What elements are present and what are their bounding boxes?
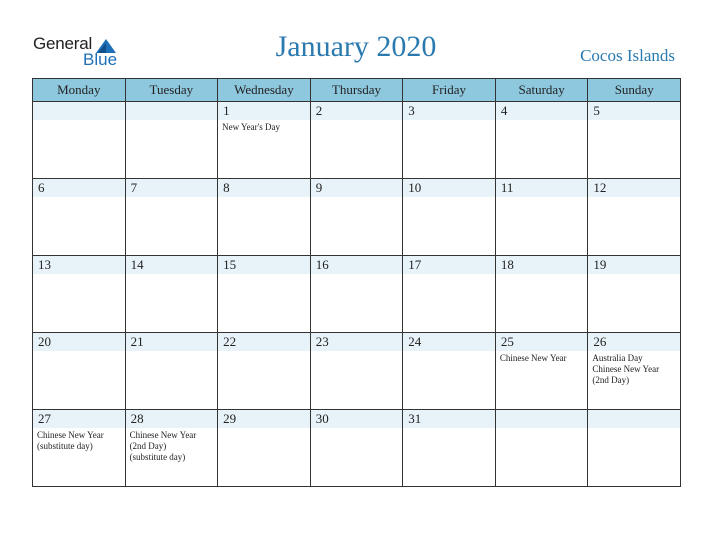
day-number: 12	[593, 180, 607, 195]
day-cell	[495, 256, 588, 333]
day-number: 24	[408, 334, 422, 349]
day-cell	[218, 410, 311, 487]
day-number: 13	[38, 257, 51, 272]
calendar-grid	[32, 78, 681, 487]
page-title: January 2020	[275, 30, 437, 63]
holiday-label: Australia Day Chinese New Year (2nd Day)	[592, 353, 660, 385]
day-number: 8	[223, 180, 230, 195]
day-cell	[125, 410, 218, 487]
day-cell	[495, 333, 588, 410]
day-number: 18	[500, 257, 514, 272]
day-cell	[495, 410, 588, 487]
weekday-header: Saturday	[495, 79, 588, 102]
day-cell	[310, 333, 403, 410]
holiday-label: Chinese New Year	[499, 353, 567, 363]
holiday-label: Chinese New Year (2nd Day) (substitute day)	[129, 430, 197, 462]
day-number: 16	[315, 257, 329, 272]
day-number-band	[33, 102, 125, 120]
day-cell	[588, 102, 681, 179]
day-number-band	[496, 102, 588, 120]
day-number: 23	[315, 334, 329, 349]
day-number: 2	[315, 103, 323, 118]
day-cell	[125, 333, 218, 410]
day-cell	[588, 179, 681, 256]
day-number: 26	[593, 334, 607, 349]
week-row	[33, 410, 681, 487]
day-cell	[588, 410, 681, 487]
day-number: 4	[500, 103, 508, 118]
weekday-header: Thursday	[310, 79, 403, 102]
weekday-header: Sunday	[588, 79, 681, 102]
holiday-label: New Year's Day	[222, 122, 280, 132]
day-cell	[310, 410, 403, 487]
weekday-header: Friday	[403, 79, 496, 102]
day-cell	[33, 102, 126, 179]
day-number: 27	[38, 411, 51, 426]
day-number-band	[33, 179, 125, 197]
day-number-band	[126, 102, 218, 120]
weekday-header: Monday	[33, 79, 126, 102]
logo-text-general: General	[33, 34, 93, 53]
day-number-band	[311, 102, 403, 120]
day-number: 17	[408, 257, 422, 272]
day-number: 31	[408, 411, 422, 426]
day-number: 19	[593, 257, 607, 272]
day-number: 25	[500, 334, 514, 349]
day-cell	[218, 333, 311, 410]
day-cell	[33, 333, 126, 410]
week-row	[33, 256, 681, 333]
day-number: 22	[223, 334, 237, 349]
holiday-label: Chinese New Year (substitute day)	[37, 430, 104, 451]
logo-text-blue: Blue	[83, 50, 118, 69]
day-cell	[33, 410, 126, 487]
day-number: 20	[38, 334, 51, 349]
weekday-header-row	[33, 79, 681, 102]
day-cell	[125, 256, 218, 333]
day-number: 1	[223, 103, 230, 118]
day-number: 9	[315, 180, 323, 195]
day-cell	[218, 179, 311, 256]
day-cell	[403, 179, 496, 256]
day-number: 29	[223, 411, 237, 426]
day-number-band	[496, 410, 588, 428]
day-cell	[125, 179, 218, 256]
day-cell	[310, 256, 403, 333]
weekday-header: Tuesday	[125, 79, 218, 102]
day-cell	[125, 102, 218, 179]
day-cell	[403, 410, 496, 487]
day-cell	[495, 179, 588, 256]
day-cell	[588, 333, 681, 410]
day-number: 3	[408, 103, 415, 118]
day-number-band	[311, 179, 403, 197]
day-number: 6	[38, 180, 45, 195]
day-number-band	[403, 102, 495, 120]
day-number-band	[588, 102, 680, 120]
day-number-band	[218, 179, 310, 197]
day-number-band	[218, 102, 310, 120]
day-number-band	[126, 179, 218, 197]
day-cell	[403, 256, 496, 333]
day-cell	[403, 333, 496, 410]
day-number: 15	[223, 257, 237, 272]
day-cell	[33, 256, 126, 333]
day-cell	[218, 256, 311, 333]
day-number: 21	[130, 334, 144, 349]
day-cell	[33, 179, 126, 256]
week-row	[33, 179, 681, 256]
day-number: 10	[408, 180, 422, 195]
day-number: 28	[130, 411, 144, 426]
day-number-band	[588, 410, 680, 428]
day-number: 30	[315, 411, 329, 426]
day-cell	[495, 102, 588, 179]
day-cell	[403, 102, 496, 179]
week-row	[33, 333, 681, 410]
day-cell	[310, 179, 403, 256]
day-cell	[588, 256, 681, 333]
day-cell	[310, 102, 403, 179]
weekday-header: Wednesday	[218, 79, 311, 102]
week-row	[33, 102, 681, 179]
day-number: 14	[130, 257, 144, 272]
region-label: Cocos Islands	[580, 46, 675, 65]
day-number: 5	[593, 103, 600, 118]
day-number: 7	[130, 180, 138, 195]
day-number: 11	[500, 180, 514, 195]
day-cell	[218, 102, 311, 179]
